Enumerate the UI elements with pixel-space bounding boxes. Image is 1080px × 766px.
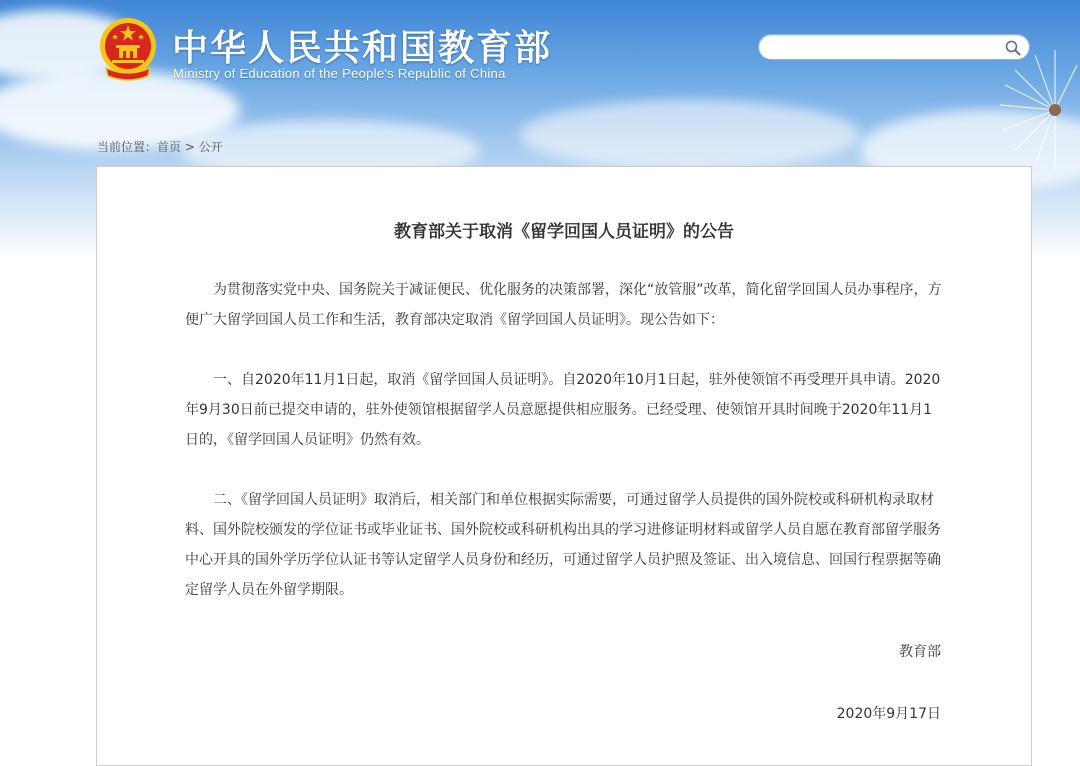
- site-subtitle: Ministry of Education of the People's Republic of China: [173, 66, 506, 81]
- site-title[interactable]: 中华人民共和国教育部: [172, 28, 553, 69]
- article-signature: 教育部: [899, 644, 941, 660]
- article-paragraph: 为贯彻落实党中央、国务院关于减证便民、优化服务的决策部署，深化“放管服”改革，简化留学回国人员办事程序，方便广大留学回国人员工作和生活，教育部决定取消《留学回国人员证明》。现公告如下：: [185, 282, 942, 328]
- dandelion-icon: [985, 45, 1080, 175]
- search-input[interactable]: [771, 38, 1001, 56]
- breadcrumb-prefix: 当前位置：: [97, 140, 158, 154]
- breadcrumb-home-link[interactable]: 首页: [157, 140, 182, 154]
- breadcrumb-current-link[interactable]: 公开: [198, 140, 223, 154]
- cloud-decoration: [520, 100, 860, 170]
- article-title: 教育部关于取消《留学回国人员证明》的公告: [394, 222, 734, 242]
- article-paragraph: 二、《留学回国人员证明》取消后，相关部门和单位根据实际需要，可通过留学人员提供的国外院校或科研机构录取材料、国外院校颁发的学位证书或毕业证书、国外院校或科研机构出具的学习进修证明材料或留学人员自愿在教育部留学服务中心开具的国外学历学位认证书等认定留学人员身份和经历，可通过留学人员护照及签证、出入境信息、回国行程票据等确定留学人员在外留学期限。: [185, 492, 941, 598]
- breadcrumb-separator: >: [181, 140, 199, 154]
- national-emblem-icon: [98, 16, 158, 82]
- search-box[interactable]: [758, 34, 1030, 60]
- search-icon[interactable]: [1004, 39, 1022, 57]
- article-paragraph: 一、自2020年11月1日起，取消《留学回国人员证明》。自2020年10月1日起，驻外使领馆不再受理开具申请。2020年9月30日前已提交申请的，驻外使领馆根据留学人员意愿提供相应服务。已经受理、使领馆开具时间晚于2020年11月1日的，《留学回国人员证明》仍然有效。: [185, 372, 941, 448]
- breadcrumb: [97, 138, 223, 155]
- article-panel: [96, 166, 1032, 766]
- article-date: 2020年9月17日: [836, 706, 941, 722]
